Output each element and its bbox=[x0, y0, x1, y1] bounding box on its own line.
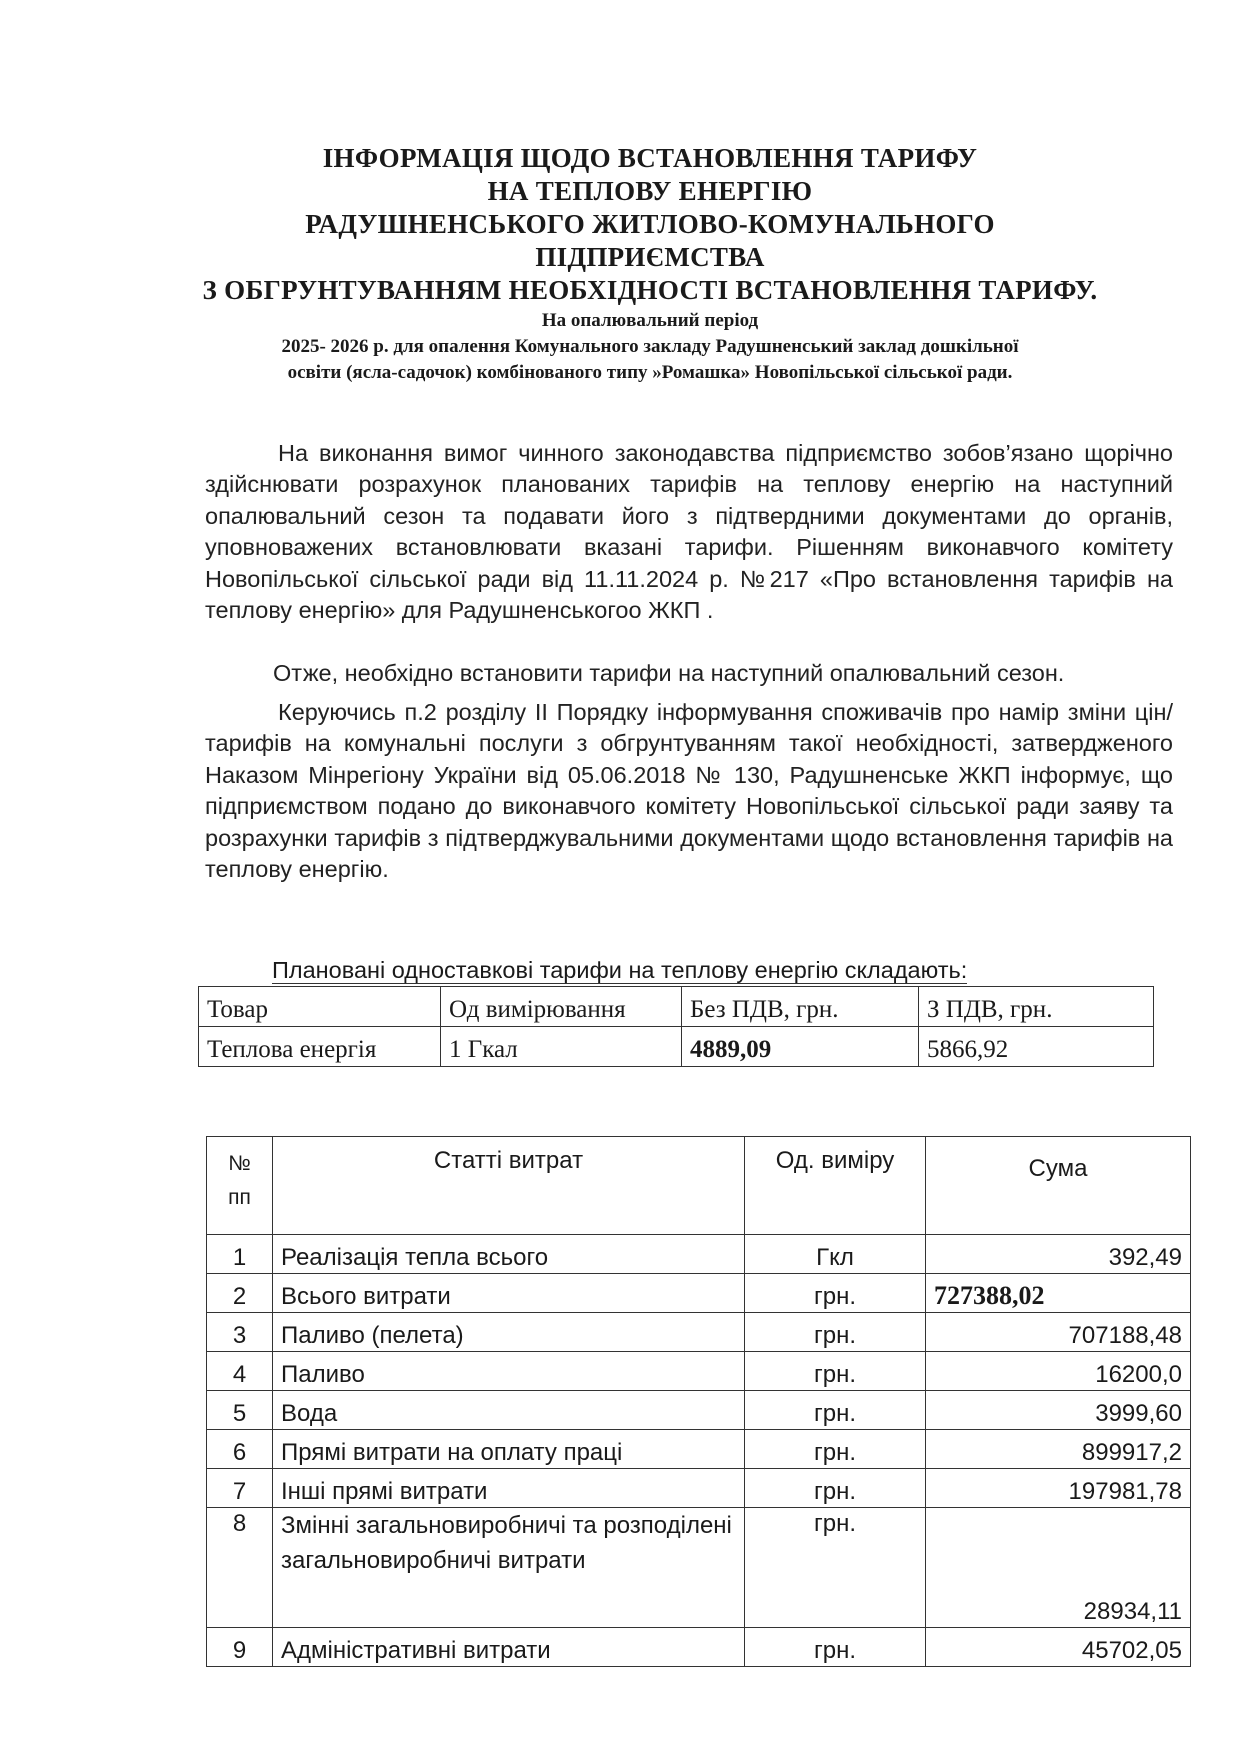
cell-number: 1 bbox=[207, 1235, 273, 1274]
header-number-sign: № bbox=[228, 1152, 251, 1175]
table-row bbox=[207, 1430, 1191, 1469]
cell-sum: 197981,78 bbox=[926, 1469, 1191, 1508]
cell-unit: грн. bbox=[745, 1469, 926, 1508]
header-cell-item: Статті витрат bbox=[273, 1137, 745, 1235]
cell-number: 2 bbox=[207, 1274, 273, 1313]
table-row bbox=[207, 1352, 1191, 1391]
table-row bbox=[207, 1391, 1191, 1430]
header-cell-unit: Од вимірювання bbox=[441, 987, 682, 1027]
cell-unit: грн. bbox=[745, 1628, 926, 1667]
cell-number: 8 bbox=[207, 1508, 273, 1628]
header-number-abbr: пп bbox=[228, 1186, 251, 1209]
cell-sum-total: 727388,02 bbox=[926, 1274, 1191, 1313]
cell-product: Теплова енергія bbox=[199, 1027, 441, 1067]
title-line: РАДУШНЕНСЬКОГО ЖИТЛОВО-КОМУНАЛЬНОГО bbox=[305, 209, 995, 239]
title-line: ПІДПРИЄМСТВА bbox=[535, 242, 765, 272]
table-row bbox=[207, 1274, 1191, 1313]
table-row bbox=[207, 1508, 1191, 1628]
header-cell-unit: Од. виміру bbox=[745, 1137, 926, 1235]
document-title bbox=[150, 142, 1150, 385]
table-row bbox=[207, 1235, 1191, 1274]
cell-sum: 899917,2 bbox=[926, 1430, 1191, 1469]
cell-sum: 16200,0 bbox=[926, 1352, 1191, 1391]
table-row bbox=[207, 1469, 1191, 1508]
cell-unit: грн. bbox=[745, 1274, 926, 1313]
header-cell-number bbox=[207, 1137, 273, 1235]
cell-unit: грн. bbox=[745, 1352, 926, 1391]
title-line: ІНФОРМАЦІЯ ЩОДО ВСТАНОВЛЕННЯ ТАРИФУ bbox=[322, 143, 978, 173]
tariff-heading-text: Плановані одноставкові тарифи на теплову енергію складають: bbox=[272, 957, 968, 983]
cell-unit: 1 Гкал bbox=[441, 1027, 682, 1067]
header-cell-with-vat: З ПДВ, грн. bbox=[919, 987, 1154, 1027]
paragraph-necessity: Отже, необхідно встановити тарифи на наступний опалювальний сезон. bbox=[273, 660, 1065, 686]
cost-table bbox=[206, 1136, 1191, 1667]
paragraph-legislation: На виконання вимог чинного законодавства підприємство зобов’язано щорічно здійснювати розрахунок планованих тарифів на теплову енергію на наступний опалювальний сезон та подавати його з підтвердними документами до органів, уповноважених встановлювати вказані тарифи. Рішенням виконавчого комітету Новопільської сільської ради від 11.11.2024 р. №217 «Про встановлення тарифів на теплову енергію» для Радушненськогоо ЖКП . bbox=[205, 440, 1173, 624]
cell-number: 9 bbox=[207, 1628, 273, 1667]
cell-sum: 45702,05 bbox=[926, 1628, 1191, 1667]
cell-item: Реалізація тепла всього bbox=[273, 1235, 745, 1274]
cell-item: Вода bbox=[273, 1391, 745, 1430]
cell-unit: грн. bbox=[745, 1430, 926, 1469]
cell-item: Паливо (пелета) bbox=[273, 1313, 745, 1352]
tariff-heading bbox=[272, 955, 967, 985]
cell-price-with-vat: 5866,92 bbox=[919, 1027, 1154, 1067]
cell-unit: грн. bbox=[745, 1313, 926, 1352]
title-line: З ОБГРУНТУВАННЯМ НЕОБХІДНОСТІ ВСТАНОВЛЕННЯ ТАРИФУ. bbox=[202, 275, 1098, 305]
cell-number: 3 bbox=[207, 1313, 273, 1352]
tariff-data-row bbox=[199, 1027, 1154, 1067]
cell-sum: 3999,60 bbox=[926, 1391, 1191, 1430]
header-cell-product: Товар bbox=[199, 987, 441, 1027]
cell-price-without-vat: 4889,09 bbox=[682, 1027, 919, 1067]
subtitle-line: освіти (ясла-садочок) комбінованого типу »Ромашка» Новопільської сільської ради. bbox=[287, 362, 1013, 383]
title-line: НА ТЕПЛОВУ ЕНЕРГІЮ bbox=[487, 176, 813, 206]
header-cell-sum: Сума bbox=[926, 1137, 1191, 1235]
table-row bbox=[207, 1628, 1191, 1667]
cell-item: Всього витрати bbox=[273, 1274, 745, 1313]
paragraph-notification: Керуючись п.2 розділу ІІ Порядку інформування споживачів про намір зміни цін/тарифів на комунальні послуги з обгрунтуванням такої необхідності, затвердженого Наказом Мінрегіону України від 05.06.2018 № 130, Радушненське ЖКП інформує, що підприємством подано до виконавчого комітету Новопільської сільської ради заяву та розрахунки тарифів з підтверджувальними документами щодо встановлення тарифів на теплову енергію. bbox=[205, 699, 1173, 883]
tariff-table bbox=[198, 986, 1154, 1067]
cell-item: Паливо bbox=[273, 1352, 745, 1391]
cost-header-row bbox=[207, 1137, 1191, 1235]
subtitle-line: 2025- 2026 р. для опалення Комунального закладу Радушненський заклад дошкільної bbox=[281, 336, 1019, 357]
header-cell-without-vat: Без ПДВ, грн. bbox=[682, 987, 919, 1027]
table-row bbox=[207, 1313, 1191, 1352]
cell-number: 6 bbox=[207, 1430, 273, 1469]
cell-number: 7 bbox=[207, 1469, 273, 1508]
cell-sum: 707188,48 bbox=[926, 1313, 1191, 1352]
cell-sum: 28934,11 bbox=[926, 1508, 1191, 1628]
cell-sum: 392,49 bbox=[926, 1235, 1191, 1274]
subtitle-line: На опалювальний період bbox=[541, 310, 759, 331]
cell-unit: грн. bbox=[745, 1508, 926, 1628]
cell-item: Прямі витрати на оплату праці bbox=[273, 1430, 745, 1469]
cell-number: 5 bbox=[207, 1391, 273, 1430]
cell-item: Інші прямі витрати bbox=[273, 1469, 745, 1508]
cell-number: 4 bbox=[207, 1352, 273, 1391]
cell-unit: Гкл bbox=[745, 1235, 926, 1274]
cell-item: Змінні загальновиробничі та розподілені загальновиробничі витрати bbox=[273, 1508, 745, 1628]
cell-unit: грн. bbox=[745, 1391, 926, 1430]
cell-item: Адміністративні витрати bbox=[273, 1628, 745, 1667]
tariff-header-row bbox=[199, 987, 1154, 1027]
